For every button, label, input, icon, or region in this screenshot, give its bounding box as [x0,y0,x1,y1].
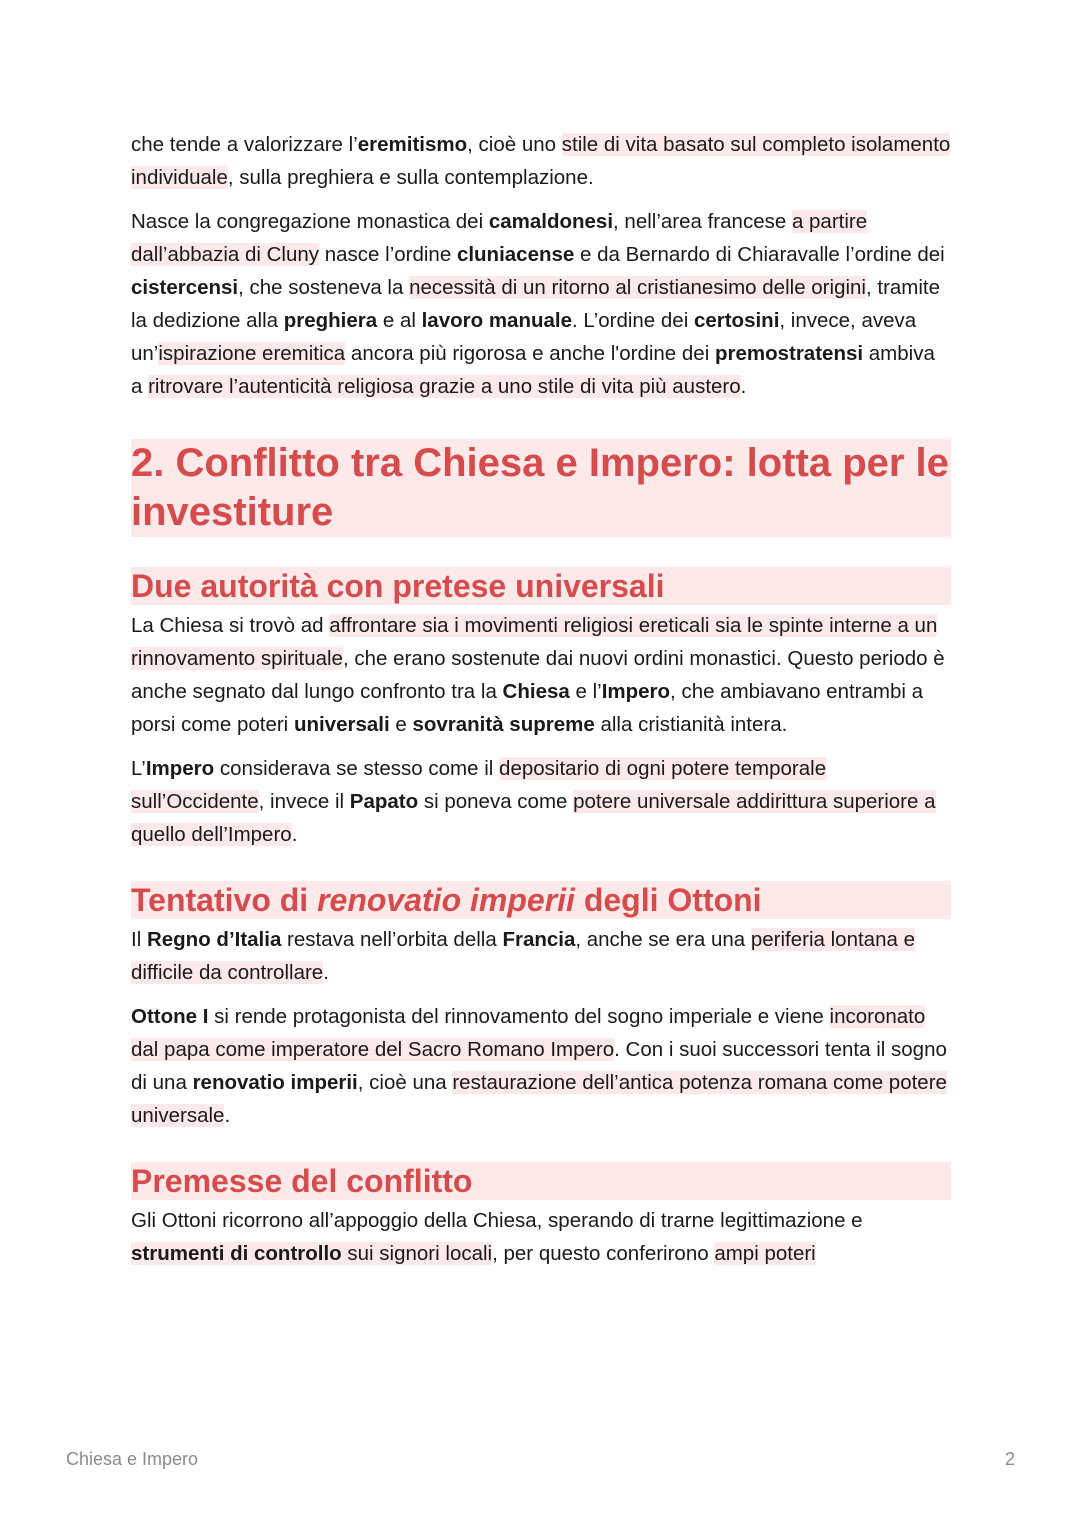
bold-highlight: strumenti di controllo [131,1242,342,1265]
bold-term: premostratensi [714,342,864,365]
text: , sulla preghiera e sulla contemplazione. [227,166,594,189]
text: , nell’area francese [613,210,792,233]
text: , invece, aveva un’ [131,309,917,365]
bold-term: cluniacense [456,243,575,266]
highlight: ampi poteri [714,1242,816,1265]
text: L’ [131,757,146,780]
bold-term: universali [293,713,390,736]
highlight: incoronato dal papa come imperatore del Sacro Romano Impero [131,1005,926,1061]
bold-term: Impero [145,757,215,780]
highlight: sui signori locali [341,1242,493,1265]
text: considerava se stesso come il [214,757,500,780]
bold-term: Regno d’Italia [146,928,282,951]
text: . [740,375,747,398]
text: ancora più rigorosa e anche l'ordine dei [345,342,715,365]
highlight: periferia lontana e difficile da controllare [131,928,915,984]
bold-term: Impero [601,680,671,703]
text: ambiva a [131,342,935,398]
page-number: 2 [1004,1449,1015,1469]
paragraph-chiesa-impero [131,609,951,741]
text: Nasce la congregazione monastica dei [131,210,489,233]
text: . [291,823,298,846]
document-body [131,128,951,1281]
text: , che erano sostenute dai nuovi ordini monastici. Questo periodo è anche segnato dal lungo confronto tra la [131,647,945,703]
bold-term: certosini [693,309,780,332]
text: La Chiesa si trovò ad [131,614,330,637]
bold-term: Francia [502,928,576,951]
text: , cioè una [357,1071,453,1094]
bold-term: renovatio imperii [192,1071,358,1094]
subsection-heading-autorita: Due autorità con pretese universali [131,567,951,605]
text: si poneva come [418,790,574,813]
text: . Con i suoi successori tenta il sogno di una [131,1038,947,1094]
text: Gli Ottoni ricorrono all’appoggio della Chiesa, sperando di trarne legittimazione e [131,1209,863,1232]
text: restava nell’orbita della [281,928,503,951]
bold-term: cistercensi [131,276,239,299]
text: alla cristianità intera. [594,713,788,736]
text: Tentativo di [131,882,318,918]
bold-term: eremitismo [357,133,468,156]
highlight: a partire dall’abbazia di Cluny [131,210,868,266]
text: , per questo conferirono [492,1242,715,1265]
text: e da Bernardo di Chiaravalle l’ordine dei [574,243,945,266]
paragraph-ottone [131,1000,951,1132]
paragraph-ordini-monastici [131,205,951,403]
bold-term: Chiesa [502,680,570,703]
text: che tende a valorizzare l’ [131,133,358,156]
text: degli Ottoni [574,882,762,918]
italic-term: renovatio imperii [317,882,575,918]
text: , cioè uno [467,133,562,156]
paragraph-regno-italia [131,923,951,989]
text: e al [377,309,422,332]
text: , che ambiavano entrambi a porsi come poteri [131,680,924,736]
text: Il [131,928,147,951]
subsection-heading-renovatio [131,881,951,919]
text: e [389,713,413,736]
text: . [224,1104,231,1127]
footer-title: Chiesa e Impero [66,1449,199,1469]
paragraph-eremitismo [131,128,951,194]
bold-term: Papato [349,790,419,813]
subsection-heading-premesse: Premesse del conflitto [131,1162,951,1200]
bold-term: lavoro manuale [421,309,572,332]
text: , tramite la dedizione alla [131,276,941,332]
highlight: ritrovare l’autenticità religiosa grazie a uno stile di vita più austero [148,375,741,398]
highlight: depositario di ogni potere temporale sull’Occidente [131,757,827,813]
paragraph-ottoni [131,1204,951,1270]
text: , anche se era una [575,928,751,951]
text: . L’ordine dei [572,309,694,332]
bold-term: sovranità supreme [412,713,595,736]
text: . [323,961,329,984]
highlight: restaurazione dell’antica potenza romana come potere universale [131,1071,947,1127]
text: , invece il [258,790,350,813]
bold-term: Ottone I [131,1005,209,1028]
bold-term: preghiera [283,309,378,332]
text: e l’ [569,680,602,703]
text: nasce l’ordine [319,243,457,266]
highlight: ispirazione eremitica [158,342,346,365]
paragraph-impero-papato [131,752,951,851]
bold-term: camaldonesi [488,210,614,233]
highlight: potere universale addirittura superiore a quello dell’Impero [131,790,936,846]
highlight: stile di vita basato sul completo isolamento individuale [131,133,951,189]
highlight: affrontare sia i movimenti religiosi ereticali sia le spinte interne a un rinnovamento spirituale [131,614,938,670]
highlight: necessità di un ritorno al cristianesimo delle origini [409,276,866,299]
text: , che sosteneva la [238,276,410,299]
section-heading: 2. Conflitto tra Chiesa e Impero: lotta per le investiture [131,439,951,537]
text: si rende protagonista del rinnovamento del sogno imperiale e viene [208,1005,830,1028]
